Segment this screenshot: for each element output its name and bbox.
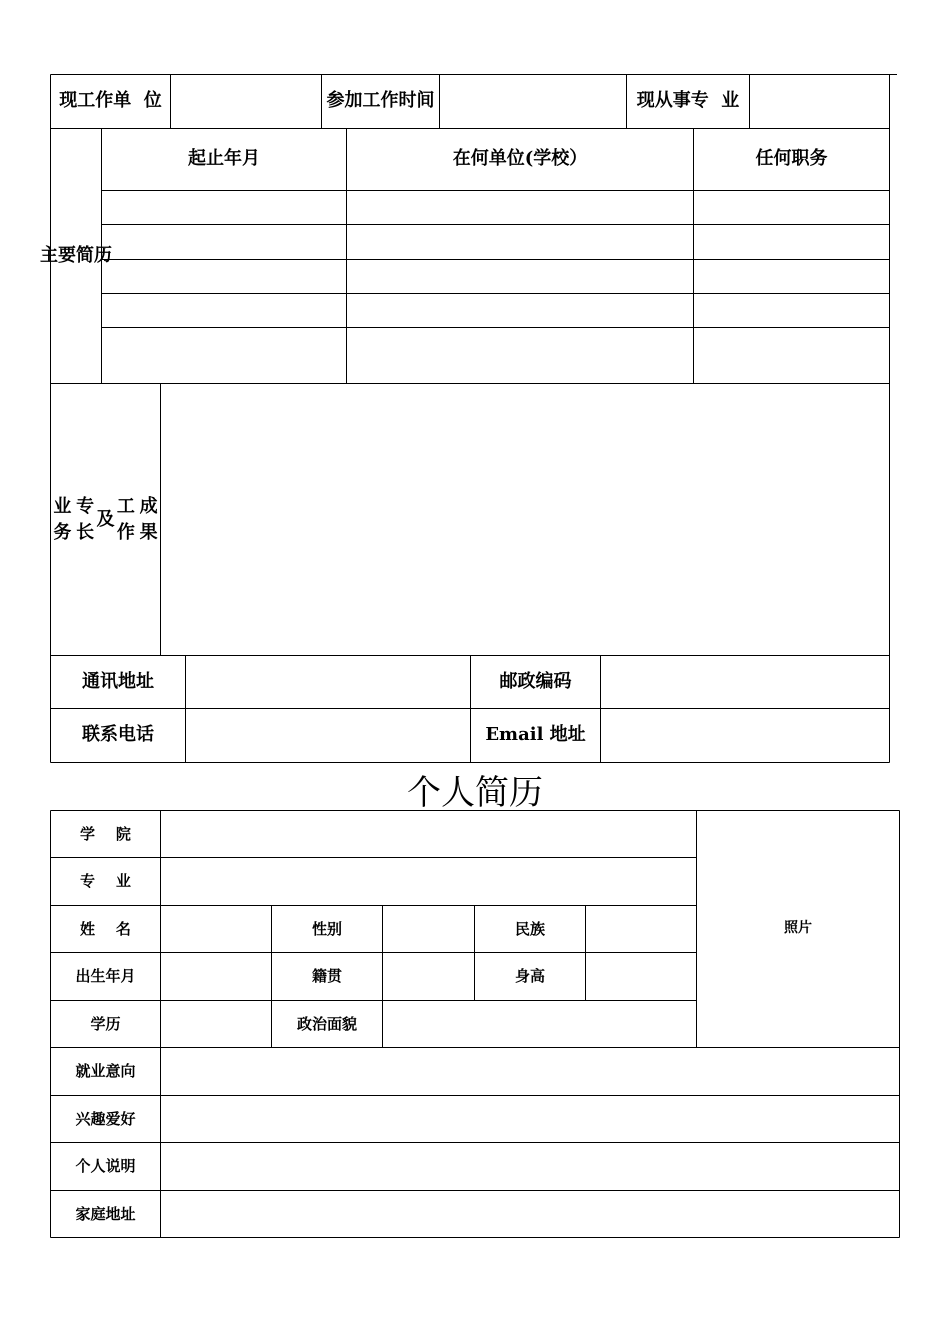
specialty-label-line1: 现从事	[636, 90, 691, 112]
work-start-label-line1: 参加工	[326, 90, 381, 112]
hobbies-field[interactable]	[161, 1096, 899, 1142]
major-field[interactable]	[161, 858, 696, 905]
education-label: 学历	[90, 1014, 121, 1033]
education-field[interactable]	[161, 1001, 271, 1047]
major-label: 专 业	[80, 872, 131, 891]
expertise-field[interactable]	[161, 384, 889, 655]
resume-side-char: 主	[40, 245, 58, 267]
hobbies-label: 兴趣爱好	[75, 1109, 136, 1128]
specialty-label-line2: 专 业	[690, 90, 740, 112]
expertise-label-line: 及	[96, 508, 115, 530]
email-field[interactable]	[601, 709, 889, 762]
col-header-unit: 在何单位(学校）	[452, 148, 588, 170]
college-field[interactable]	[161, 811, 696, 857]
address-field[interactable]	[186, 656, 470, 708]
political-label: 政治面貌	[296, 1014, 357, 1033]
col-header-period: 起止年月	[188, 148, 260, 170]
native-place-field[interactable]	[383, 953, 474, 1000]
expertise-label-line: 业务	[53, 496, 72, 543]
gender-field[interactable]	[383, 906, 474, 952]
home-address-label: 家庭地址	[75, 1204, 136, 1223]
expertise-label-line: 工作	[116, 496, 135, 543]
expertise-label	[51, 384, 160, 655]
height-field[interactable]	[586, 953, 696, 1000]
statement-field[interactable]	[161, 1143, 899, 1190]
page-title: 个人简历	[407, 773, 543, 813]
resume-side-char: 简	[76, 245, 94, 267]
birth-label: 出生年月	[75, 967, 136, 986]
college-label: 学 院	[80, 824, 131, 843]
expertise-label-line: 专长	[76, 496, 95, 543]
political-field[interactable]	[383, 1001, 696, 1047]
birth-field[interactable]	[161, 953, 271, 1000]
work-start-field[interactable]	[440, 75, 626, 128]
gender-label: 性别	[311, 919, 342, 938]
resume-side-char: 历	[94, 245, 112, 267]
job-intention-field[interactable]	[161, 1048, 899, 1095]
ethnicity-label: 民族	[514, 919, 545, 938]
phone-field[interactable]	[186, 709, 470, 762]
work-start-label-line2: 作时间	[380, 90, 435, 112]
resume-side-char: 要	[58, 245, 76, 267]
photo-label-char: 照	[784, 920, 798, 937]
email-label: Email 地址	[485, 724, 586, 746]
photo-placeholder[interactable]	[697, 811, 899, 1047]
specialty-label	[627, 75, 749, 128]
expertise-label-line: 成果	[139, 496, 158, 543]
resume-side-label	[40, 129, 112, 383]
specialty-field[interactable]	[750, 75, 889, 128]
postcode-field[interactable]	[601, 656, 889, 708]
work-unit-label	[51, 75, 170, 128]
home-address-field[interactable]	[161, 1191, 899, 1237]
height-label: 身高	[514, 967, 545, 986]
work-unit-label-line1: 现工作	[59, 90, 114, 112]
native-place-label: 籍贯	[311, 967, 342, 986]
postcode-label: 邮政编码	[499, 670, 572, 692]
work-unit-label-line2: 单 位	[113, 90, 162, 112]
job-intention-label: 就业意向	[75, 1062, 136, 1081]
statement-label: 个人说明	[75, 1157, 136, 1176]
ethnicity-field[interactable]	[586, 906, 696, 952]
col-header-position: 任何职务	[755, 148, 828, 170]
photo-label-char: 片	[798, 920, 812, 937]
work-unit-field[interactable]	[171, 75, 321, 128]
name-label: 姓 名	[80, 919, 131, 938]
phone-label: 联系电话	[82, 724, 154, 746]
name-field[interactable]	[161, 906, 271, 952]
work-start-label	[322, 75, 439, 128]
address-label: 通讯地址	[82, 670, 154, 692]
